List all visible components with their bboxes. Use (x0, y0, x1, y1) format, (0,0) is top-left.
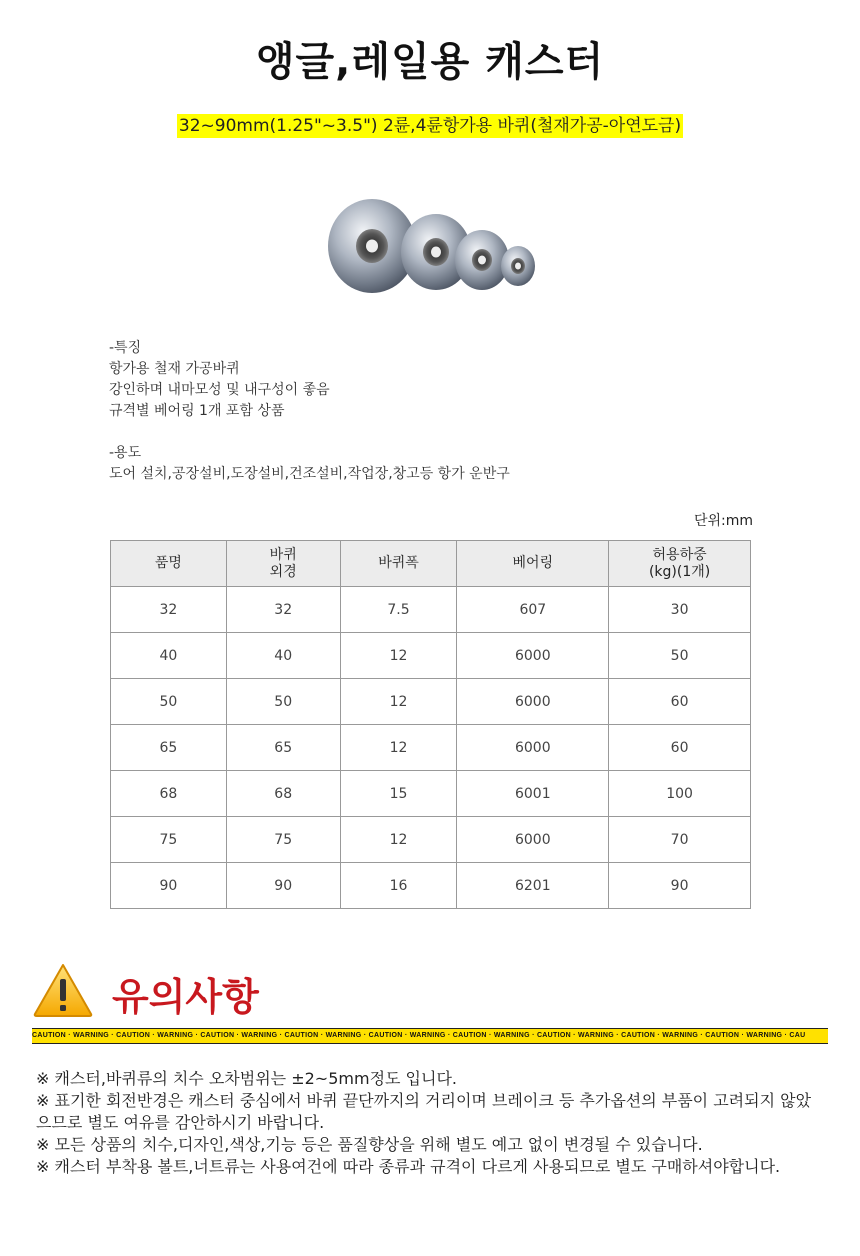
table-cell: 70 (609, 817, 751, 863)
warning-triangle-icon (32, 962, 94, 1018)
wheel-32 (501, 246, 535, 286)
spec-table (110, 540, 751, 909)
feature-line: 규격별 베어링 1개 포함 상품 (109, 403, 285, 419)
table-cell: 75 (226, 817, 340, 863)
unit-label: 단위:mm (693, 513, 753, 529)
table-cell: 100 (609, 771, 751, 817)
usage-line: 도어 설치,공장설비,도장설비,건조설비,작업장,창고등 항가 운반구 (109, 466, 510, 482)
column-header: 바퀴폭 (340, 541, 457, 587)
table-cell: 6000 (457, 725, 609, 771)
table-cell: 90 (609, 863, 751, 909)
table-cell: 68 (226, 771, 340, 817)
column-header: 허용하중 (kg)(1개) (609, 541, 751, 587)
table-row (111, 587, 751, 633)
subtitle-highlight: 32~90mm(1.25"~3.5") 2륜,4륜항가용 바퀴(철재가공-아연도금) (178, 116, 682, 136)
table-cell: 12 (340, 679, 457, 725)
table-row (111, 725, 751, 771)
note-item: ※ 캐스터 부착용 볼트,너트류는 사용여건에 따라 종류과 규격이 다르게 사용되므로 별도 구매하셔야합니다. (36, 1157, 781, 1176)
subtitle-wrap (0, 114, 860, 138)
table-cell: 32 (226, 587, 340, 633)
table-cell: 65 (111, 725, 227, 771)
caution-tape: CAUTION · WARNING · CAUTION · WARNING · CAUTION · WARNING · CAUTION · WARNING · CAUTION · WARNING · CAUTION · WARNING · CAUTION · WARNING · CAUTION · WARNING · CAUTION · WARNING · CAU (32, 1028, 828, 1044)
table-cell: 6000 (457, 817, 609, 863)
table-cell: 6000 (457, 679, 609, 725)
table-header-row (111, 541, 751, 587)
caution-title: 유의사항 (112, 975, 259, 1019)
table-body (111, 587, 751, 909)
table-row (111, 863, 751, 909)
table-cell: 40 (111, 633, 227, 679)
table-row (111, 817, 751, 863)
table-row (111, 771, 751, 817)
table-row (111, 679, 751, 725)
table-cell: 60 (609, 725, 751, 771)
table-cell: 7.5 (340, 587, 457, 633)
table-cell: 50 (226, 679, 340, 725)
note-item: ※ 캐스터,바퀴류의 치수 오차범위는 ±2~5mm정도 입니다. (36, 1069, 458, 1088)
feature-line: 강인하며 내마모성 및 내구성이 좋음 (109, 382, 330, 398)
table-cell: 15 (340, 771, 457, 817)
table-cell: 60 (609, 679, 751, 725)
column-header: 바퀴 외경 (226, 541, 340, 587)
table-cell: 90 (111, 863, 227, 909)
table-cell: 50 (609, 633, 751, 679)
table-cell: 6001 (457, 771, 609, 817)
table-cell: 16 (340, 863, 457, 909)
table-cell: 65 (226, 725, 340, 771)
table-cell: 40 (226, 633, 340, 679)
table-cell: 90 (226, 863, 340, 909)
table-cell: 30 (609, 587, 751, 633)
table-cell: 12 (340, 817, 457, 863)
notes-list (36, 1068, 826, 1178)
table-cell: 6000 (457, 633, 609, 679)
table-cell: 12 (340, 725, 457, 771)
product-description (109, 338, 510, 485)
table-cell: 12 (340, 633, 457, 679)
note-item: ※ 표기한 회전반경은 캐스터 중심에서 바퀴 끝단까지의 거리이며 브레이크 등 추가옵션의 부품이 고려되지 않았으므로 별도 여유를 감안하시기 바랍니다. (36, 1091, 812, 1132)
note-item: ※ 모든 상품의 치수,디자인,색상,기능 등은 품질향상을 위해 별도 예고 없이 변경될 수 있습니다. (36, 1135, 703, 1154)
table-cell: 50 (111, 679, 227, 725)
table-cell: 32 (111, 587, 227, 633)
features-heading: -특징 (109, 340, 142, 356)
table-cell: 68 (111, 771, 227, 817)
wheel-50 (455, 230, 509, 290)
table-row (111, 633, 751, 679)
feature-line: 항가용 철재 가공바퀴 (109, 361, 240, 377)
table-cell: 607 (457, 587, 609, 633)
table-cell: 75 (111, 817, 227, 863)
page-title: 앵글,레일용 캐스터 (255, 39, 605, 85)
column-header: 품명 (111, 541, 227, 587)
column-header: 베어링 (457, 541, 609, 587)
table-cell: 6201 (457, 863, 609, 909)
usage-heading: -용도 (109, 445, 142, 461)
